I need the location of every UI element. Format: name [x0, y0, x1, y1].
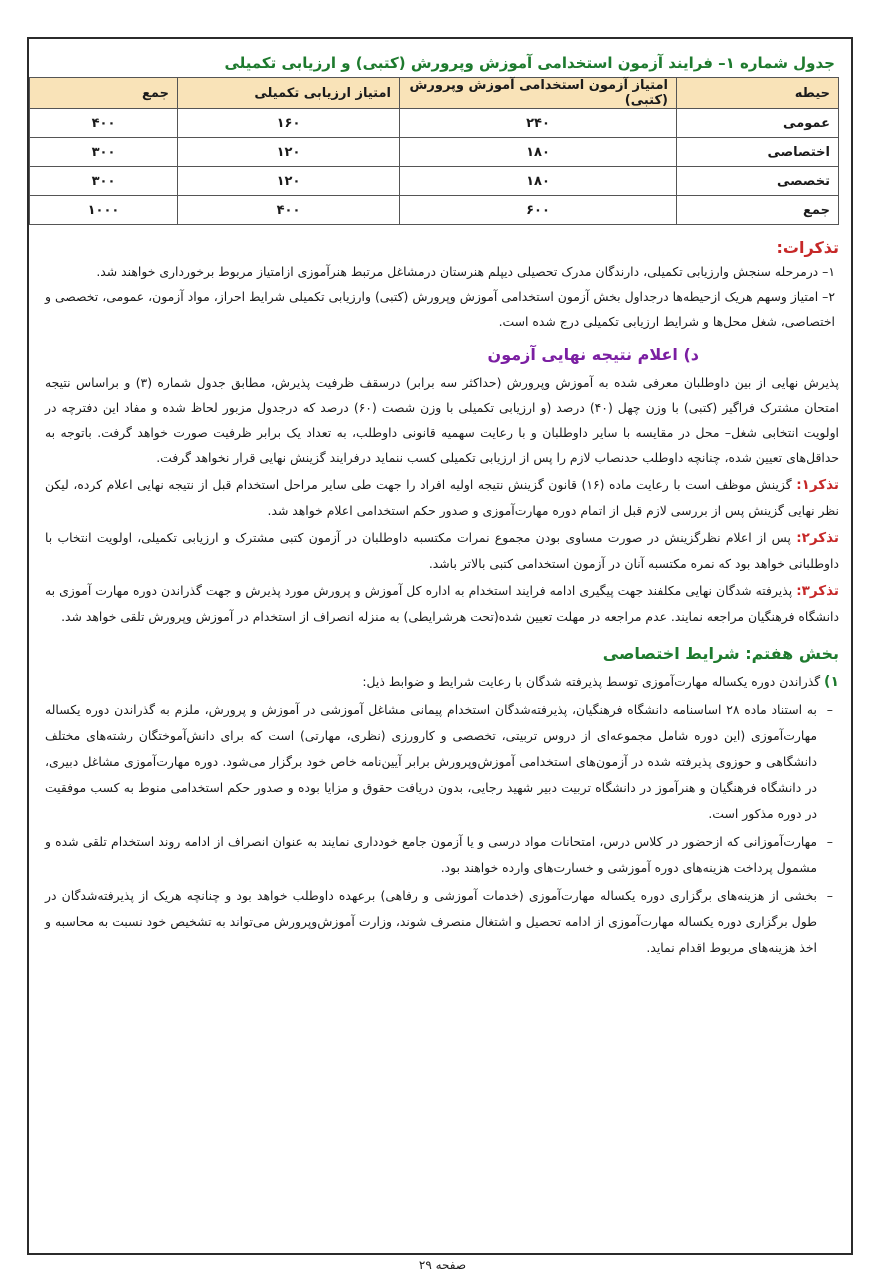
table-cell: عمومی [677, 109, 839, 138]
page-number: صفحه ۲۹ [418, 1258, 467, 1272]
header-domain: حیطه [677, 78, 839, 109]
table-cell: اختصاصی [677, 138, 839, 167]
table-cell: ۳۰۰ [30, 138, 178, 167]
score-table [29, 77, 839, 225]
notes-heading: تذکرات: [776, 238, 839, 257]
table-cell: ۱۸۰ [400, 138, 677, 167]
remark-1 [45, 472, 839, 523]
header-supplementary-score: امتیاز ارزیابی تکمیلی [178, 78, 400, 109]
table-row [30, 138, 839, 167]
table-cell: ۴۰۰ [178, 196, 400, 225]
item-text: گذراندن دوره یکساله مهارت‌آموزی توسط پذیرفته شدگان با رعایت شرایط و ضوابط ذیل: [362, 674, 821, 689]
remark-label: تذکر۲: [796, 530, 839, 546]
item-number: ۱) [824, 674, 839, 690]
bullet-item: – به استناد ماده ۲۸ اساسنامه دانشگاه فرهنگیان، پذیرفته‌شدگان استخدام پیمانی مشاغل آموزشی در آموزش و پرورش، ملزم به گذراندن دوره یکساله مهارت‌آموزی (این دوره شامل مجموعه‌ای از دروس تربیتی، تخصصی و کارورزی (نظری، مهارتی) است که برای دانش‌آموختگان رشته‌های مختلف دانشگاهی و حوزوی پذیرفته شده در آزمون‌های استخدامی آموزش‌وپرورش برابر آیین‌نامه خاص خود برگزار می‌شود. دوره مهارت‌آموزی مشاغل دبیری، در دانشگاه فرهنگیان و هنرآموز در دانشگاه تربیت دبیر شهید رجایی، بدون دریافت حقوق و مزایا بوده و صدور حکم استخدامی منوط به کسب موفقیت در دوره مذکور است. [45, 697, 839, 827]
section-d-paragraph: پذیرش نهایی از بین داوطلبان معرفی شده به آموزش وپرورش (حداکثر سه برابر) درسقف ظرفیت پذیرش، مطابق جدول شماره (۳) و براساس نتیجه امتحان مشترک فراگیر (کتبی) با وزن چهل (۴۰) درصد (و ارزیابی تکمیلی با وزن شصت (۶۰) درصد که درجدول مزبور لحاظ شده و مفاد این دفترچه در اولویت انتخابی شغل– محل در مقایسه با سایر داوطلبان و با رعایت سهمیه قانونی داوطلب، به تعداد یک برابر ظرفیت صورت خواهد گرفت. باتوجه به حداقل‌های تعیین شده، چنانچه داوطلب حدنصاب لازم را پس از ارزیابی تکمیلی کسب ننماید درفرایند گزینش نهایی قرار نخواهد گرفت. [45, 375, 839, 465]
remark-text: پس از اعلام نظرگزینش در صورت مساوی بودن مجموع نمرات مکتسبه داوطلبان در آزمون کتبی مشترک و ارزیابی تکمیلی، اولویت انتخاب با داوطلبانی خواهد بود که نمره مکتسبه آنان در آزمون استخدامی کتبی بالاتر باشد. [45, 530, 839, 571]
table-cell: ۶۰۰ [400, 196, 677, 225]
table-cell: ۲۴۰ [400, 109, 677, 138]
table-cell: ۴۰۰ [30, 109, 178, 138]
table-row [30, 167, 839, 196]
header-written-score: امتیاز آزمون استخدامی آموزش وپرورش (کتبی) [400, 78, 677, 109]
section-7-heading: بخش هفتم: شرایط اختصاصی [602, 644, 839, 663]
note-item: ۱– درمرحله سنجش وارزیابی تکمیلی، دارندگان مدرک تحصیلی دیپلم هنرستان درمشاغل مرتبط هنرآموزی ازامتیاز مربوط برخورداری خواهند شد. [96, 264, 835, 279]
table-header-row [30, 78, 839, 109]
remark-label: تذکر۳: [796, 583, 839, 599]
section-7-item-1 [45, 669, 839, 695]
page-frame [27, 37, 853, 1255]
bullet-item: – مهارت‌آموزانی که ازحضور در کلاس درس، امتحانات مواد درسی و یا آزمون جامع خودداری نمایند به عنوان انصراف از ادامه روند استخدام تلقی شده و مشمول پرداخت هزینه‌های دوره آموزشی و خسارت‌های وارده خواهند بود. [45, 829, 839, 881]
table-cell: ۱۶۰ [178, 109, 400, 138]
table-cell: ۱۲۰ [178, 138, 400, 167]
header-total: جمع [30, 78, 178, 109]
remark-text: گزینش موظف است با رعایت ماده (۱۶) قانون گزینش نتیجه اولیه افراد را جهت طی سایر مراحل استخدام قبل از نتیجه نهایی اعلام کرده، لیکن نظر نهایی گزینش پس از بررسی لازم قبل از اتمام دوره مهارت‌آموزی و صدور حکم استخدامی اعلام خواهد شد. [45, 477, 839, 518]
section-d-heading: د) اعلام نتیجه نهایی آزمون [487, 345, 699, 364]
page-content [45, 53, 839, 961]
table-cell: ۱۰۰۰ [30, 196, 178, 225]
remark-2 [45, 525, 839, 576]
table-cell: تخصصی [677, 167, 839, 196]
table-cell: ۱۸۰ [400, 167, 677, 196]
note-item: ۲– امتیاز وسهم هریک ازحیطه‌ها درجداول بخش آزمون استخدامی آموزش وپرورش (کتبی) وارزیابی تکمیلی شرایط احراز، مواد آزمون، عمومی، تخصصی و اختصاصی، شغل محل‌ها و شرایط ارزیابی تکمیلی درج شده است. [45, 289, 835, 329]
table-row [30, 196, 839, 225]
table-row [30, 109, 839, 138]
table-cell: ۱۲۰ [178, 167, 400, 196]
remark-3 [45, 578, 839, 629]
bullet-item: – بخشی از هزینه‌های برگزاری دوره یکساله مهارت‌آموزی (خدمات آموزشی و رفاهی) برعهده داوطلب خواهد بود و چنانچه هریک از پذیرفته‌شدگان در طول برگزاری دوره یکساله مهارت‌آموزی از ادامه تحصیل و اشتغال منصرف شوند، وزارت آموزش‌وپرورش می‌تواند به تشخیص خود نسبت به محاسبه و اخذ هزینه‌های مربوط اقدام نماید. [45, 883, 839, 961]
remark-label: تذکر۱: [796, 477, 839, 493]
table-cell: جمع [677, 196, 839, 225]
table-cell: ۳۰۰ [30, 167, 178, 196]
remark-text: پذیرفته شدگان نهایی مکلفند جهت پیگیری ادامه فرایند استخدام به اداره کل آموزش و پرورش مورد پذیرش و جهت گذراندن دوره مهارت آموزی به دانشگاه فرهنگیان مراجعه نمایند. عدم مراجعه در مهلت تعیین شده(تحت هرشرایطی) به منزله انصراف از استخدام در آموزش وپرورش تلقی خواهد شد. [45, 583, 839, 624]
table-title: جدول شماره ۱– فرایند آزمون استخدامی آموزش وپرورش (کتبی) و ارزیابی تکمیلی [224, 54, 835, 72]
